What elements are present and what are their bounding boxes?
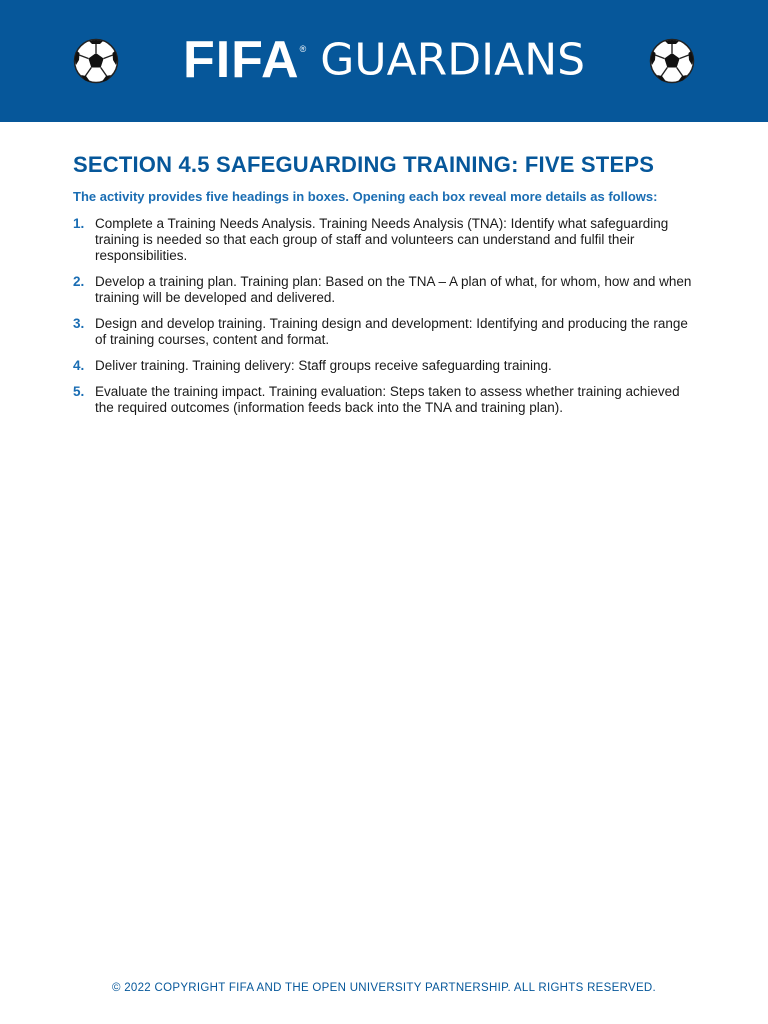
list-item	[73, 384, 698, 416]
step-text: Deliver training. Training delivery: Staff groups receive safeguarding training.	[95, 358, 552, 373]
step-text: Complete a Training Needs Analysis. Training Needs Analysis (TNA): Identify what safeguarding training is needed so that each group of staff and volunteers can understand and fulfil their responsibilities.	[95, 216, 669, 263]
soccer-ball-icon	[649, 38, 695, 84]
step-number: 2.	[73, 274, 85, 289]
steps-list	[73, 216, 698, 416]
step-text: Evaluate the training impact. Training evaluation: Steps taken to assess whether training achieved the required outcomes (information feeds back into the TNA and training plan).	[95, 384, 680, 415]
step-number: 3.	[73, 316, 85, 331]
brand-primary: FIFA	[182, 31, 300, 89]
main-content	[73, 150, 698, 426]
registered-mark: ®	[299, 44, 307, 54]
list-item	[73, 274, 698, 306]
step-number: 5.	[73, 384, 85, 399]
step-text: Develop a training plan. Training plan: Based on the TNA – A plan of what, for whom, how and when training will be developed and delivered.	[95, 274, 692, 305]
brand-secondary: GUARDIANS	[320, 34, 586, 86]
list-item	[73, 316, 698, 348]
list-item	[73, 216, 698, 264]
intro-text: The activity provides five headings in boxes. Opening each box reveal more details as follows:	[73, 189, 658, 204]
step-number: 4.	[73, 358, 85, 373]
step-number: 1.	[73, 216, 85, 231]
copyright-footer: © 2022 COPYRIGHT FIFA AND THE OPEN UNIVERSITY PARTNERSHIP. ALL RIGHTS RESERVED.	[111, 982, 657, 994]
step-text: Design and develop training. Training design and development: Identifying and producing the range of training courses, content and format.	[95, 316, 688, 347]
section-title: SECTION 4.5 SAFEGUARDING TRAINING: FIVE STEPS	[73, 152, 655, 177]
header-banner	[0, 0, 768, 122]
list-item	[73, 358, 698, 374]
